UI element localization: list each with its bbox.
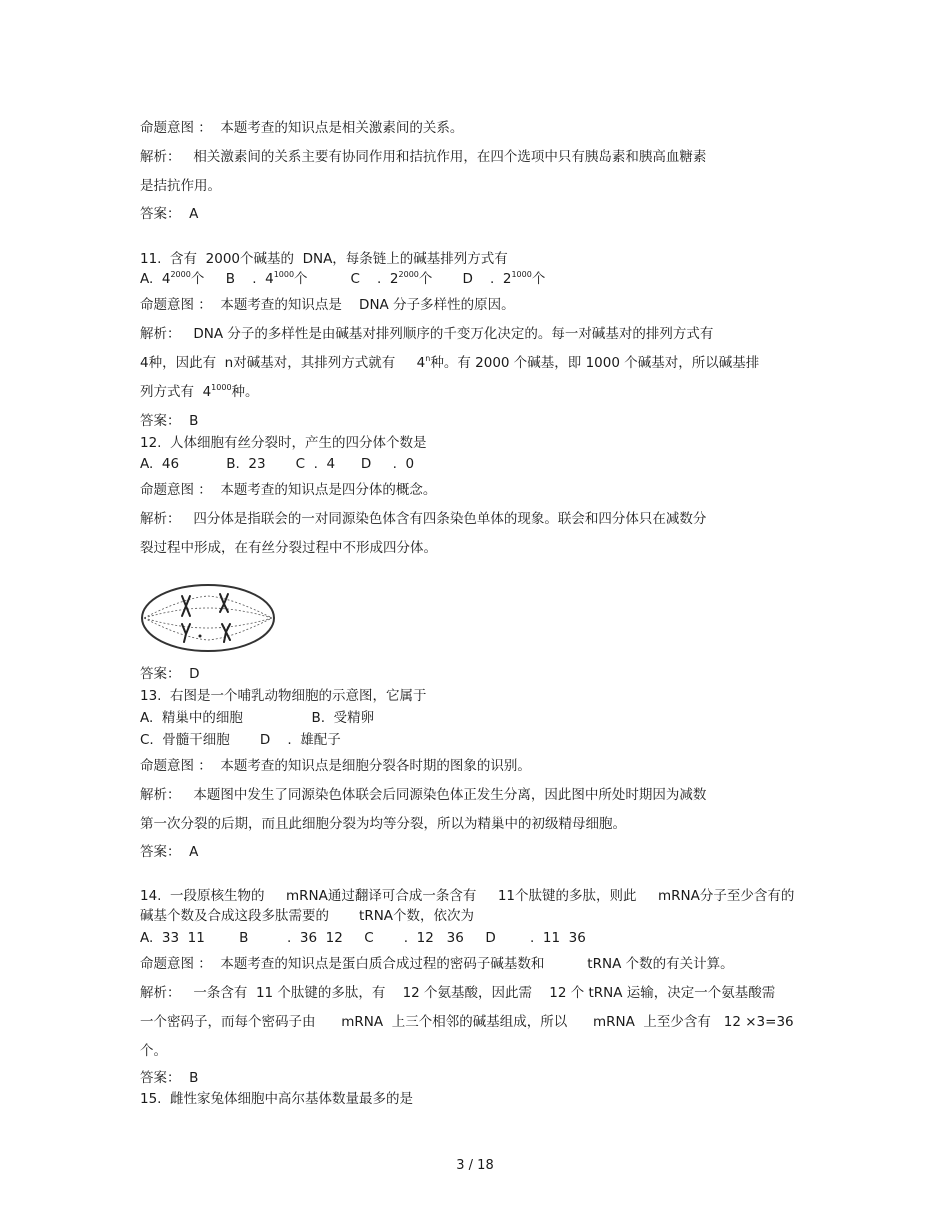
q12-options: A. 46 B. 23 C . 4 D . 0	[140, 456, 415, 472]
q14-options: A. 33 11 B . 36 12 C . 12 36 D . 11 36	[140, 930, 586, 946]
q12-analysis-line2: 裂过程中形成，在有丝分裂过程中不形成四分体。	[140, 540, 437, 556]
q13-analysis-line1: 解析： 本题图中发生了同源染色体联会后同源染色体正发生分离，因此图中所处时期因为减数	[140, 787, 707, 803]
q14-intent: 命题意图 ： 本题考查的知识点是蛋白质合成过程的密码子碱基数和 tRNA 个数的有关计算。	[140, 956, 734, 972]
q11-stem: 11. 含有 2000个碱基的 DNA，每条链上的碱基排列方式有	[140, 251, 508, 267]
q14-answer: 答案： B	[140, 1070, 199, 1086]
q11-analysis-line3: 列方式有 $4^{1000}$种。	[140, 383, 259, 400]
q14-analysis-line2: 一个密码子，而每个密码子由 mRNA 上三个相邻的碱基组成，所以 mRNA 上至少含有 12 ×3=36	[140, 1014, 794, 1030]
q11-analysis-line2: 4种，因此有 n对碱基对，其排列方式就有 4$^n$种。有 2000 个碱基，即 1000 个碱基对，所以碱基排	[140, 354, 760, 371]
q11-analysis-line1: 解析： DNA 分子的多样性是由碱基对排列顺序的千变万化决定的。每一对碱基对的排列方式有	[140, 326, 714, 342]
q13-intent: 命题意图 ： 本题考查的知识点是细胞分裂各时期的图象的识别。	[140, 758, 531, 774]
q10-analysis-line1: 解析： 相关激素间的关系主要有协同作用和拮抗作用，在四个选项中只有胰岛素和胰高血糖素	[140, 149, 707, 165]
q13-answer: 答案： A	[140, 844, 199, 860]
q12-intent: 命题意图 ： 本题考查的知识点是四分体的概念。	[140, 482, 437, 498]
q12-stem: 12. 人体细胞有丝分裂时，产生的四分体个数是	[140, 435, 427, 451]
q14-stem-line1: 14. 一段原核生物的 mRNA通过翻译可合成一条含有 11个肽键的多肽，则此 mRNA分子至少含有的	[140, 888, 795, 904]
q12-answer: 答案： D	[140, 666, 200, 682]
q13-options-cd: C. 骨髓干细胞 D . 雄配子	[140, 732, 341, 748]
q13-options-ab: A. 精巢中的细胞 B. 受精卵	[140, 710, 375, 726]
q14-stem-line2: 碱基个数及合成这段多肽需要的 tRNA个数，依次为	[140, 908, 475, 924]
q15-stem: 15. 雌性家兔体细胞中高尔基体数量最多的是	[140, 1091, 414, 1107]
q11-options: A. $4^{2000}$个 B . $4^{1000}$个 C . $2^{2000}$个 D . $2^{1000}$个	[140, 270, 546, 287]
q14-analysis-line1: 解析： 一条含有 11 个肽键的多肽，有 12 个氨基酸，因此需 12 个 tRNA 运输，决定一个氨基酸需	[140, 985, 776, 1001]
q10-intent: 命题意图 ： 本题考查的知识点是相关激素间的关系。	[140, 120, 464, 136]
cell-division-figure	[138, 578, 278, 658]
q11-answer: 答案： B	[140, 413, 199, 429]
q10-analysis-line2: 是拮抗作用。	[140, 178, 221, 194]
q14-analysis-line3: 个。	[140, 1043, 167, 1059]
q13-analysis-line2: 第一次分裂的后期，而且此细胞分裂为均等分裂，所以为精巢中的初级精母细胞。	[140, 816, 626, 832]
q11-intent: 命题意图 ： 本题考查的知识点是 DNA 分子多样性的原因。	[140, 297, 515, 313]
q12-analysis-line1: 解析： 四分体是指联会的一对同源染色体含有四条染色单体的现象。联会和四分体只在减数分	[140, 511, 707, 527]
q10-answer: 答案： A	[140, 206, 199, 222]
page-number: 3 / 18	[456, 1158, 494, 1173]
q13-stem: 13. 右图是一个哺乳动物细胞的示意图，它属于	[140, 688, 427, 704]
